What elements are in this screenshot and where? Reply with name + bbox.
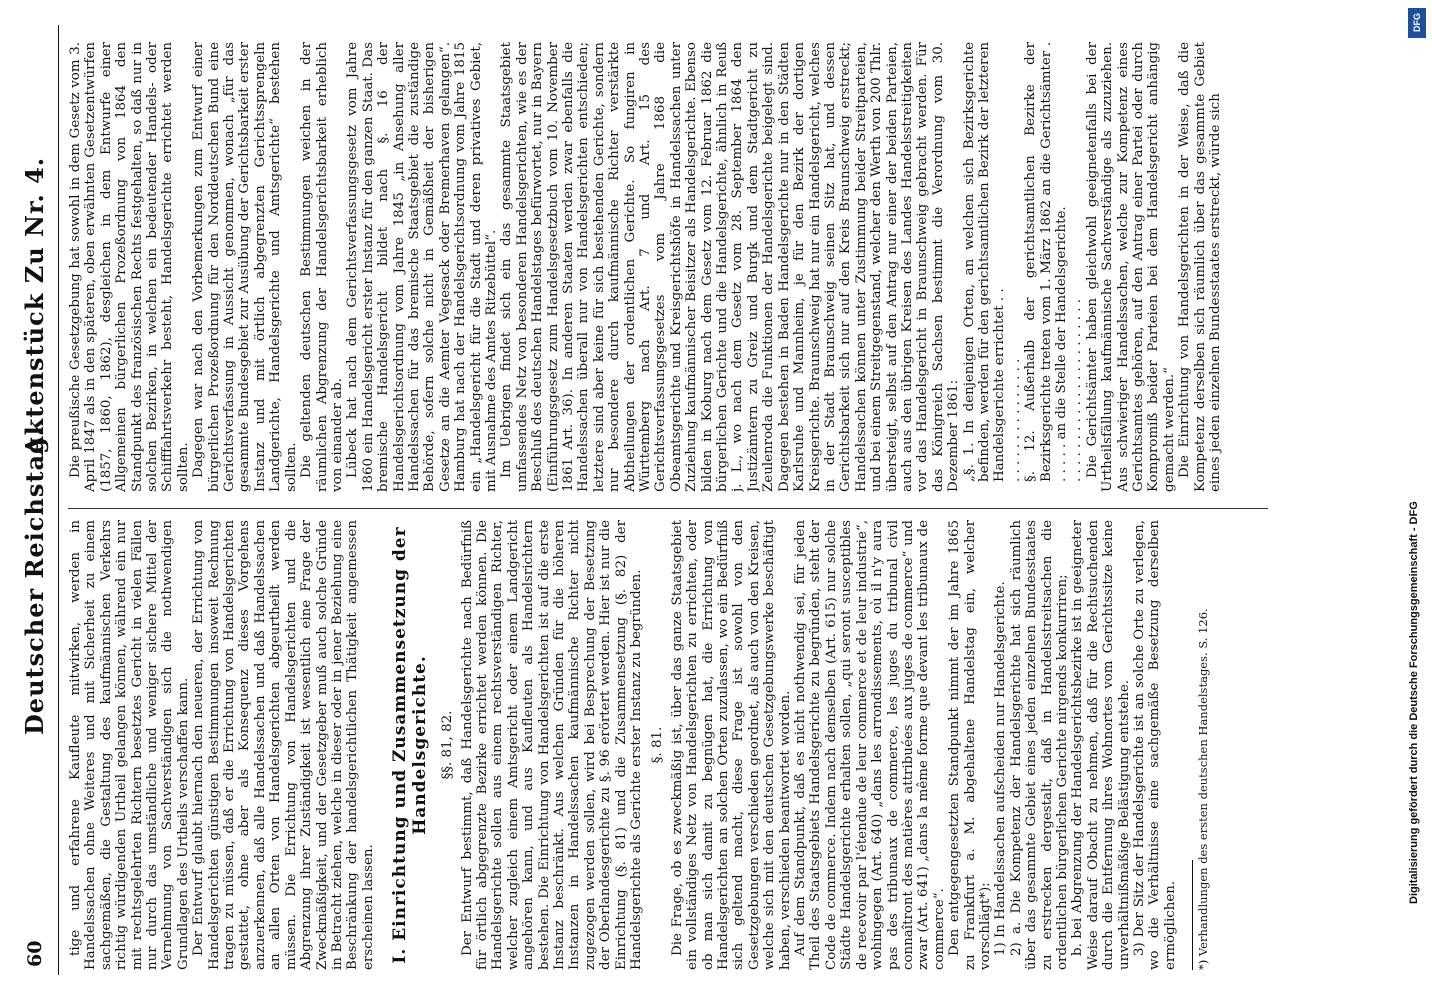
paragraph: Dagegen war nach den Vorbemerkungen zum Entwurf einer bürgerlichen Prozeßordnung für den Norddeutschen Bund eine Gerichtsverfassung in Aussicht genommen, wonach „für das gesammte Bundesgebiet zur Ausübung der Gerichtsbarkeit erster Instanz und mit örtlich abgegrenzten Gerichtssprengeln Landgerichte, Handelsgerichte und Amtsgerichte“ bestehen sollten. bbox=[191, 42, 299, 492]
running-title-right: Aktenstück Zu Nr. 4. bbox=[20, 156, 49, 455]
paragraph: Lübeck hat nach dem Gerichtsverfassungsgesetz vom Jahre 1860 ein Handelsgericht erster Instanz für den ganzen Staat. Das bremische Handelsgericht bildet nach §. 16 der Handelsgerichtsordnung vom Jahre 1845 „in Ansehung aller Handelssachen für das bremische Staatsgebiet die zuständige Behörde, sofern solche nicht in Gemäßheit der bisherigen Gesetze an die Aemter Vegesack oder Bremerhaven gelangen“. Hamburg hat nach der Handelsgerichtsordnung vom Jahre 1815 ein „Handelsgericht für die Stadt und deren privatives Gebiet, mit Ausnahme des Amtes Ritzebüttel“. bbox=[345, 42, 499, 492]
paragraph: Im Uebrigen findet sich ein das gesammte Staatsgebiet umfassendes Netz von besonderen Handelsgerichten, wie es der Beschluß des deutschen Handelstages befürwortet, nur in Bayern (Einführungsgesetz zum Handelsgesetzbuch vom 10. November 1861 Art. 36). In anderen Staaten werden zwar ebenfalls die Handelssachen überall nur von Handelsgerichten entschieden; letztere sind aber keine für sich bestehenden Gerichte, sondern nur besondere durch kaufmännische Richter verstärkte Abtheilungen der ordentlichen Gerichte. So fungiren in Württemberg nach Art. 7 und Art. 15 des Gerichtsverfassungsgesetzes vom Jahre 1868 die Obeamtsgerichte und Kreisgerichtshöfe in Handelssachen unter Zuziehung kaufmännischer Beisitzer als Handelsgerichte. Ebenso bilden in Koburg nach dem Gesetz vom 12. Februar 1862 die bürgerlichen Gerichte und die Handelsgerichte, ähnlich in Reuß j. L., wo nach dem Gesetz vom 28. September 1864 den Justizämtern zu Greiz und Burgk und dem Stadtgericht zu Zeulenroda die Funktionen der Handelsgerichte beigelegt sind. Dagegen bestehen in Baden Handelsgerichte nur in den Städten Karlsruhe und Mannheim, je für den Bezirk der dortigen Kreisgerichte. Braunschweig hat nur ein Handelsgericht, welches in der Stadt Braunschweig seinen Sitz hat, und dessen Gerichtsbarkeit sich nur auf den Kreis Braunschweig erstreckt; Handelssachen können unter Zustimmung beider Streitparteien, und bei einem Streitgegenstand, welcher den Werth von 200 Thlr. übersteigt, selbst auf den Antrag nur einer der beiden Parteien, auch aus den übrigen Kreisen des Landes Handelsstreitigkeiten vor das Handelsgericht in Braunschweig gebracht werden. Für das Königreich Sachsen bestimmt die Verordnung vom 30. Dezember 1861: bbox=[499, 42, 962, 492]
paragraph: Auf dem Standpunkt, daß es nicht nothwendig sei, für jeden Theil des Staatsgebiets Handelsgerichte zu begründen, steht der Code de commerce. Indem nach demselben (Art. 615) nur solche Städte Handelsgerichte erhalten sollen, „qui seront susceptibles de recevoir par l'étendue de leur commerce et de leur industrie“, wohingegen (Art. 640) „dans les arrondissements, où il n'y aura pas des tribunaux de commerce, les juges du tribunal civil connaîtront des matières attribuées aux juges de commerce“ und zwar (Art. 641) „dans la même forme que devant les tribunaux de commerce“. bbox=[793, 520, 947, 970]
paragraph-reference: §. 81. bbox=[650, 726, 666, 764]
paragraph: Die Frage, ob es zweckmäßig ist, über das ganze Staatsgebiet ein vollständiges Netz von Handelsgerichten zu errichten, oder ob man sich damit zu begnügen hat, die Errichtung von Handelsgerichten an solchen Orten zuzulassen, wo ein Bedürfniß sich geltend macht, diese Frage ist sowohl von den Gesetzgebungen verschieden geordnet, als auch von den Kreisen, welche sich mit den deutschen Gesetzgebungswerke beschäftigt haben, verschieden beantwortet worden. bbox=[669, 520, 793, 970]
running-title-left: Deutscher Reichstag. bbox=[20, 426, 49, 735]
list-item: b. bei Abgrenzung der Handelsgerichtsbezirke ist in geeigneter Weise darauf Obacht zu nehmen, daß für die Rechtsuchenden durch die Entfernung ihres Wohnortes vom Gerichtssitze keine unverhältnißmäßige Belästigung entstehe. bbox=[1070, 520, 1132, 970]
footnote: *) Verhandlungen des ersten deutschen Handelstages. S. 126. bbox=[1196, 608, 1211, 970]
paragraph: Die Gerichtsämter haben gleichwohl geeignetenfalls bei der Urtheilsfällung kaufmännische Sachverständige als zuzuziehen. Aus schwieriger Handelssachen, welche zur Kompetenz eines Gerichtsamtes gehören, auf den Antrag einer Partei oder durch Kompromiß beider Parteien bei dem Handelsgericht anhängig gemacht werden.“ bbox=[1084, 42, 1177, 492]
dfg-logo: DFG bbox=[1408, 8, 1426, 38]
list-item: 2) a. Die Kompetenz der Handelsgerichte hat sich räumlich über das gesammte Gebiet eines jeden einzelnen Bundesstaates zu erstrecken dergestalt, daß in Handelsstreitsachen die ordentlichen bürgerlichen Gerichte nirgends konkurriren; bbox=[1008, 520, 1070, 970]
section-title: I. Einrichtung und Zusammensetzung der Handelsgerichte. bbox=[390, 526, 431, 964]
paragraph: tige und erfahrene Kaufleute mitwirken, werden in Handelssachen ohne Weiteres und mit Sicherheit zu einem sachgemäßen, die Gestaltung des kaufmännischen Verkehrs richtig würdigenden Urtheil gelangen können, während ein nur mit rechtsgelehrten Richtern besetztes Gericht in vielen Fällen nur durch das umständliche und weniger sichere Mittel der Vernehmung von Sachverständigen sich die nothwendigen Grundlagen des Urtheils verschaffen kann. bbox=[68, 520, 191, 970]
paragraph: Die Einrichtung von Handelsgerichten in der Weise, daß die Kompetenz derselben sich räumlich über das gesammte Gebiet eines jeden einzelnen Bundesstaates erstreckt, würde sich bbox=[1177, 42, 1224, 492]
paragraph: Den entgegengesetzten Standpunkt nimmt der im Jahre 1865 zu Frankfurt a. M. abgehaltene Handelstag ein, welcher vorschlägt*): bbox=[947, 520, 993, 970]
paragraph-reference: §§. 81, 82. bbox=[440, 710, 456, 780]
paragraph: Der Entwurf bestimmt, daß Handelsgerichte nach Bedürfniß für örtlich abgegrenzte Bezirke errichtet werden können. Die Handelsgerichte sollen aus einem rechtsverständigen Richter, welcher zugleich einem Amtsgericht oder einem Landgericht angehören kann, und aus Kaufleuten als Handelsrichtern bestehen. Die Einrichtung von Handelsgerichten ist auf die erste Instanz beschränkt. Aus welchen Gründen für die höheren Instanzen in Handelssachen kaufmännische Richter nicht zugezogen werden sollen, wird bei Besprechung der Besetzung der Oberlandesgerichte zu §. 96 erörtert werden. Hier ist nur die Einrichtung (§. 81) und die Zusammensetzung (§. 82) der Handelsgerichte als Gerichte erster Instanz zu begründen. bbox=[459, 520, 644, 970]
footnote-divider bbox=[1192, 860, 1193, 970]
page-header bbox=[18, 25, 59, 975]
right-column bbox=[68, 42, 1368, 492]
quote-line: „§. 1. In denjenigen Orten, an welchen sich Bezirksgerichte befinden, werden für den gerichtsamtlichen Bezirk der letzteren Handelsgerichte errichtet . . bbox=[961, 42, 1008, 482]
paragraph: Die preußische Gesetzgebung hat sowohl in dem Gesetz vom 3. April 1847 als in den späteren, oben erwähnten Gesetzentwürfen (1857, 1860, 1862), desgleichen in dem Entwurfe einer Allgemeinen bürgerlichen Prozeßordnung von 1864 den Standpunkt des französischen Rechts festgehalten, so daß nur in solchen Bezirken, in welchen ein bedeutender Handels- oder Schifffahrtsverkehr besteht, Handelsgerichte errichtet werden sollten. bbox=[68, 42, 191, 492]
quote-block bbox=[962, 42, 1085, 492]
paragraph: Der Entwurf glaubt hiernach den neueren, der Errichtung von Handelsgerichten günstigen Bestimmungen insoweit Rechnung tragen zu müssen, daß er die Errichtung von Handelsgerichten gestattet, ohne aber als Konsequenz dieses Vorgehens anzuerkennen, daß alle Handelssachen und daß Handelssachen an allen Orten von Handelsgerichten abgeurtheilt werden müssen. Die Errichtung von Handelsgerichten und die Abgrenzung ihrer Zuständigkeit ist wesentlich eine Frage der Zweckmäßigkeit, und der Gesetzgeber muß auch solche Gründe in Betracht ziehen, welche in dieser oder in jener Beziehung eine Beschränkung der handelsgerichtlichen Thätigkeit angemessen erscheinen lassen. bbox=[191, 520, 376, 970]
left-column bbox=[68, 520, 1368, 970]
quote-line: §. 12. Außerhalb der gerichtsamtlichen Bezirke der Bezirksgerichte treten vom 1. März 1862 an die Gerichtsämter . . . . . . an die Stelle der Handelsgerichte. bbox=[1023, 42, 1069, 482]
quote-line: . . . . . . . . . . . . . . . . . . . . . . bbox=[1069, 298, 1085, 482]
column-divider bbox=[68, 508, 1268, 509]
quote-line: . . . . . . . . . . . . . . . bbox=[1007, 358, 1023, 482]
paragraph: Die geltenden deutschen Bestimmungen weichen in der räumlichen Abgrenzung der Handelsgerichtsbarkeit erheblich von einander ab. bbox=[299, 42, 345, 492]
list-item: 1) In Handelssachen aufscheiden nur Handelsgerichte. bbox=[993, 581, 1009, 956]
list-item: 3) Der Sitz der Handelsgerichte ist an solche Orte zu verlegen, wo die Verhältnisse eine sachgemäße Besetzung derselben ermöglichen. bbox=[1132, 520, 1178, 970]
page-number: 60 bbox=[24, 940, 46, 967]
digitization-note: Digitalisierung gefördert durch die Deutsche Forschungsgemeinschaft - DFG bbox=[1408, 501, 1420, 904]
